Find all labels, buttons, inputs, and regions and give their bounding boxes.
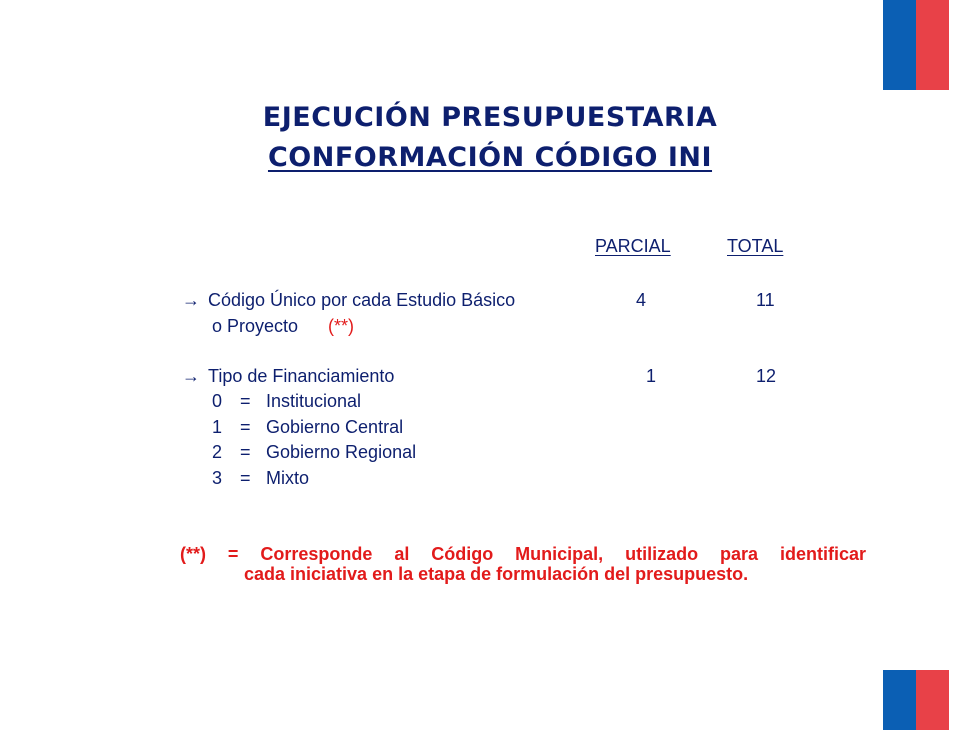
codigo-unico-total: 11	[756, 290, 775, 310]
flag-blue-stripe	[883, 670, 916, 730]
flag-red-stripe	[916, 0, 949, 90]
column-header-partial: PARCIAL	[595, 236, 671, 256]
financiamiento-total: 12	[756, 366, 777, 386]
financiamiento-partial: 1	[646, 366, 657, 386]
flag-red-stripe	[916, 670, 949, 730]
footnote-line-2: cada iniciativa en la etapa de formulación del presupuesto.	[244, 564, 749, 584]
financiamiento-item-code: 3	[212, 468, 223, 488]
financiamiento-item-label: Gobierno Central	[266, 417, 404, 437]
financiamiento-item-eq: =	[240, 417, 251, 437]
footnote	[180, 544, 866, 584]
financiamiento-item-code: 0	[212, 391, 223, 411]
flag-decoration-top	[883, 0, 949, 90]
financiamiento-item-eq: =	[240, 391, 251, 411]
arrow-right-icon: →	[182, 366, 200, 386]
slide-title: EJECUCIÓN PRESUPUESTARIA	[262, 102, 718, 133]
flag-blue-stripe	[883, 0, 916, 90]
financiamiento-item-label: Institucional	[266, 391, 362, 411]
financiamiento-item-code: 1	[212, 417, 223, 437]
financiamiento-item-eq: =	[240, 442, 251, 462]
financiamiento-item-eq: =	[240, 468, 251, 488]
codigo-unico-partial: 4	[636, 290, 647, 310]
financiamiento-item-code: 2	[212, 442, 223, 462]
column-header-total: TOTAL	[727, 236, 784, 256]
slide-subtitle: CONFORMACIÓN CÓDIGO INI	[267, 142, 713, 173]
arrow-right-icon: →	[182, 290, 200, 310]
codigo-unico-marker: (**)	[328, 316, 354, 336]
footnote-line-1: (**) = Corresponde al Código Municipal, utilizado para identificar	[180, 544, 866, 564]
codigo-unico-label: Código Único por cada Estudio Básico	[208, 290, 516, 310]
flag-decoration-bottom	[883, 670, 949, 730]
codigo-unico-sub: o Proyecto	[212, 316, 299, 336]
financiamiento-item-label: Mixto	[266, 468, 310, 488]
financiamiento-item-label: Gobierno Regional	[266, 442, 417, 462]
financiamiento-label: Tipo de Financiamiento	[208, 366, 395, 386]
